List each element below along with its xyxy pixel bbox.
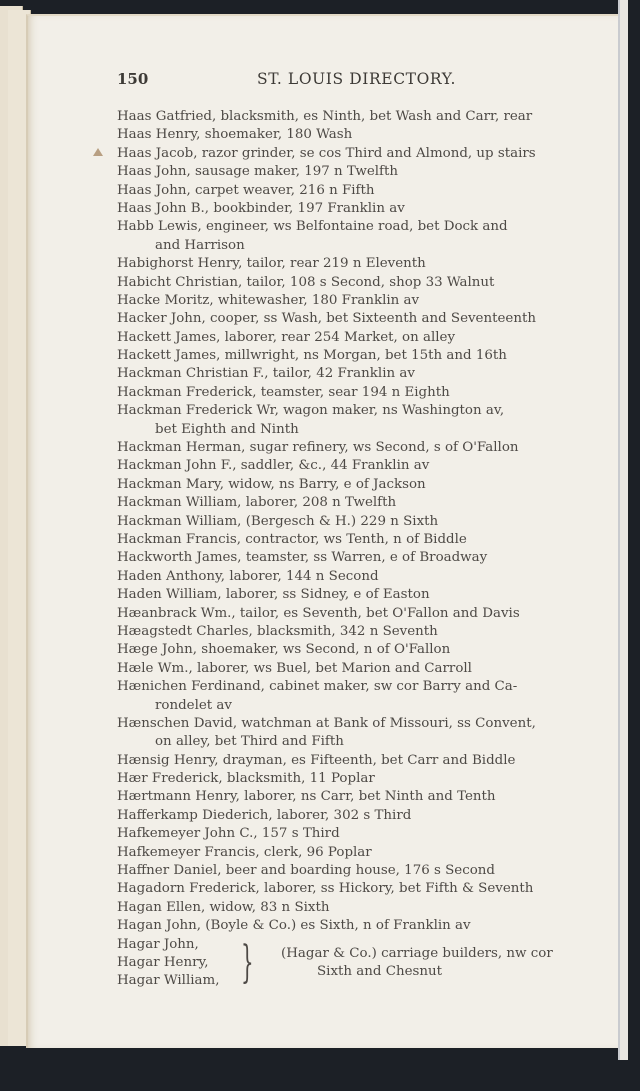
entry-line: Hænsig Henry, drayman, es Fifteenth, bet Carr and Biddle <box>117 752 516 768</box>
directory-entry <box>117 917 597 935</box>
grouped-name: Hagar William, <box>117 973 220 989</box>
directory-entry <box>117 788 597 806</box>
grouped-entry <box>117 936 597 991</box>
directory-entry <box>117 476 597 494</box>
entry-line: Hackman Frederick, teamster, sear 194 n Eighth <box>117 384 450 400</box>
directory-entry <box>117 163 597 181</box>
grouped-description-line: Sixth and Chesnut <box>317 963 443 979</box>
entry-line: Haas Gatfried, blacksmith, es Ninth, bet Wash and Carr, rear <box>117 109 533 124</box>
directory-entry <box>117 457 597 475</box>
directory-entry <box>117 531 597 549</box>
directory-entry <box>117 899 597 917</box>
directory-entry <box>117 329 597 347</box>
entry-line: Hæanbrack Wm., tailor, es Seventh, bet O'Fallon and Davis <box>117 605 520 621</box>
directory-entry <box>117 439 597 457</box>
directory-entry <box>117 623 597 641</box>
entry-line: Hackman Christian F., tailor, 42 Franklin av <box>117 366 415 382</box>
entry-line: Hær Frederick, blacksmith, 11 Poplar <box>117 771 375 787</box>
entry-line: Habicht Christian, tailor, 108 s Second, shop 33 Walnut <box>117 274 495 290</box>
entry-line: Haas John B., bookbinder, 197 Franklin av <box>117 200 405 216</box>
entry-line: Hackett James, millwright, ns Morgan, bet 15th and 16th <box>117 348 507 364</box>
directory-entry <box>117 513 597 531</box>
grouped-names <box>117 936 241 991</box>
entry-line: Hafferkamp Diederich, laborer, 302 s Third <box>117 807 412 823</box>
directory-entry <box>117 880 597 898</box>
ink-mark <box>93 148 103 156</box>
directory-entry <box>117 825 597 843</box>
entry-line: Habb Lewis, engineer, ws Belfontaine road, bet Dock and <box>117 219 508 235</box>
entry-line: Haas Jacob, razor grinder, se cos Third and Almond, up stairs <box>117 145 536 161</box>
directory-entry <box>117 494 597 512</box>
entry-line: Haden William, laborer, ss Sidney, e of Easton <box>117 587 430 603</box>
directory-entry <box>117 770 597 788</box>
brace-glyph: } <box>241 936 254 988</box>
directory-entry <box>117 274 597 292</box>
background-edge <box>628 0 640 1091</box>
directory-entry <box>117 347 597 365</box>
running-title: ST. LOUIS DIRECTORY. <box>257 70 457 88</box>
entry-line: Hackman William, laborer, 208 n Twelfth <box>117 495 397 511</box>
directory-entry <box>117 365 597 383</box>
directory-entry <box>117 384 597 402</box>
directory-entry <box>117 807 597 825</box>
entry-continuation-line: rondelet av <box>155 697 232 713</box>
directory-entry <box>117 310 597 328</box>
entry-line: Haas John, carpet weaver, 216 n Fifth <box>117 182 375 198</box>
entry-line: Haffner Daniel, beer and boarding house, 176 s Second <box>117 863 495 879</box>
entry-line: Hackett James, laborer, rear 254 Market, on alley <box>117 329 456 345</box>
directory-entry <box>117 752 597 770</box>
grouped-name: Hagar Henry, <box>117 954 209 970</box>
entry-continuation-line: bet Eighth and Ninth <box>155 421 299 437</box>
directory-entry <box>117 844 597 862</box>
entry-line: Hagan John, (Boyle & Co.) es Sixth, n of Franklin av <box>117 918 471 934</box>
entry-line: Hagadorn Frederick, laborer, ss Hickory, bet Fifth & Seventh <box>117 881 534 897</box>
entry-line: Hagan Ellen, widow, 83 n Sixth <box>117 899 330 915</box>
entry-line: Hæge John, shoemaker, ws Second, n of O'Fallon <box>117 642 451 658</box>
entry-line: Haas Henry, shoemaker, 180 Wash <box>117 127 353 143</box>
directory-entry <box>117 862 597 880</box>
directory-entry <box>117 126 597 144</box>
entry-line: Haas John, sausage maker, 197 n Twelfth <box>117 164 398 180</box>
directory-entry <box>117 200 597 218</box>
grouped-description-line: (Hagar & Co.) carriage builders, nw cor <box>281 945 553 961</box>
directory-entry <box>117 255 597 273</box>
entry-line: Hackman Francis, contractor, ws Tenth, n of Biddle <box>117 531 467 547</box>
directory-entry <box>117 678 597 715</box>
entry-line: Hæle Wm., laborer, ws Buel, bet Marion and Carroll <box>117 660 472 676</box>
directory-entry <box>117 660 597 678</box>
directory-entry <box>117 568 597 586</box>
directory-entry <box>117 218 597 255</box>
entry-continuation-line: and Harrison <box>155 237 245 253</box>
directory-entry <box>117 586 597 604</box>
entry-line: Hackman Frederick Wr, wagon maker, ns Washington av, <box>117 403 505 419</box>
page-number: 150 <box>117 70 149 88</box>
entry-line: Hæagstedt Charles, blacksmith, 342 n Seventh <box>117 623 438 639</box>
entry-line: Habighorst Henry, tailor, rear 219 n Eleventh <box>117 256 426 272</box>
entry-line: Hackman William, (Bergesch & H.) 229 n Sixth <box>117 513 439 529</box>
page-header <box>117 70 587 94</box>
entry-line: Hackworth James, teamster, ss Warren, e of Broadway <box>117 550 488 566</box>
entry-line: Hacke Moritz, whitewasher, 180 Franklin av <box>117 292 420 308</box>
directory-entry <box>117 108 597 126</box>
entry-line: Hafkemeyer John C., 157 s Third <box>117 826 340 842</box>
entry-line: Hafkemeyer Francis, clerk, 96 Poplar <box>117 844 372 860</box>
entry-line: Haden Anthony, laborer, 144 n Second <box>117 568 379 584</box>
directory-entries <box>117 108 597 991</box>
entry-line: Hackman Mary, widow, ns Barry, e of Jackson <box>117 476 426 492</box>
grouped-description <box>281 945 601 982</box>
directory-entry <box>117 715 597 752</box>
entry-line: Hacker John, cooper, ss Wash, bet Sixteenth and Seventeenth <box>117 311 536 327</box>
directory-entry <box>117 292 597 310</box>
entry-line: Hænschen David, watchman at Bank of Missouri, ss Convent, <box>117 715 536 731</box>
entry-line: Hackman Herman, sugar refinery, ws Second, s of O'Fallon <box>117 440 519 456</box>
directory-entry <box>117 402 597 439</box>
entry-line: Hackman John F., saddler, &c., 44 Franklin av <box>117 458 430 474</box>
directory-entry <box>117 641 597 659</box>
directory-entry <box>117 182 597 200</box>
directory-entry <box>117 145 597 163</box>
directory-entry <box>117 605 597 623</box>
directory-entry <box>117 549 597 567</box>
grouped-name: Hagar John, <box>117 936 199 952</box>
entry-line: Hænichen Ferdinand, cabinet maker, sw cor Barry and Ca- <box>117 679 518 695</box>
entry-line: Hærtmann Henry, laborer, ns Carr, bet Ninth and Tenth <box>117 789 496 805</box>
entry-continuation-line: on alley, bet Third and Fifth <box>155 734 344 750</box>
